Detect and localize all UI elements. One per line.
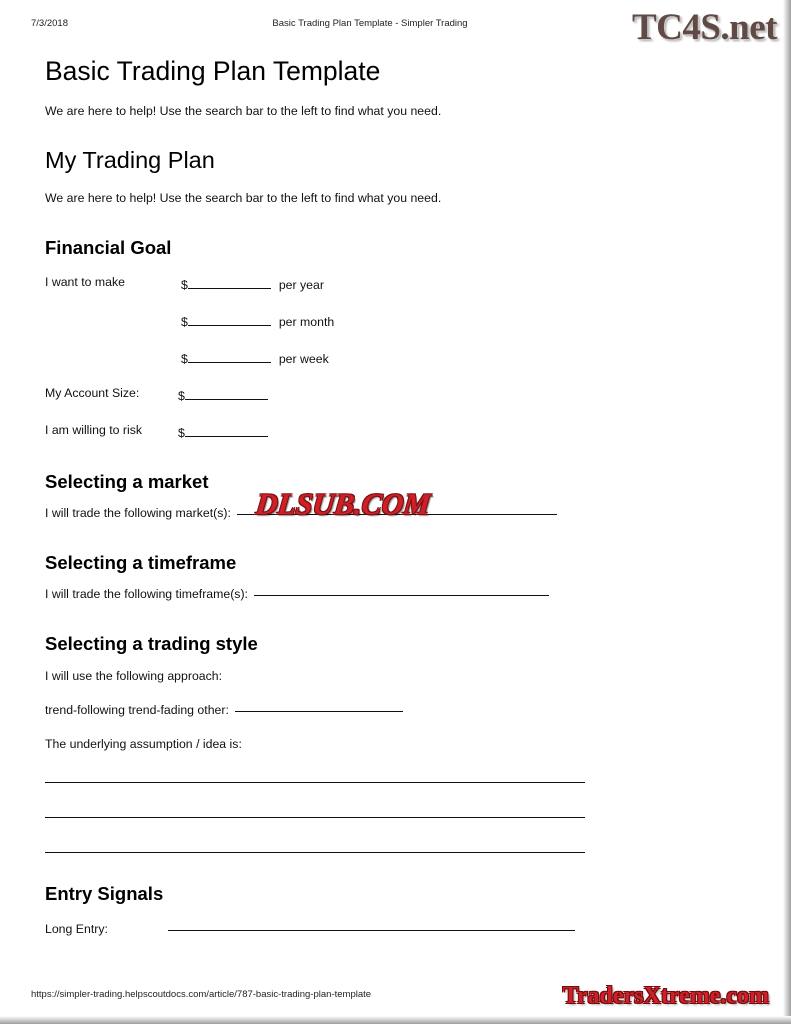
row-timeframe xyxy=(45,587,645,601)
label-per-week: per week xyxy=(278,352,329,366)
section-my-trading-plan: My Trading Plan xyxy=(45,147,215,173)
field-amount-per-year[interactable] xyxy=(181,275,324,292)
field-amount-per-week[interactable] xyxy=(181,349,329,366)
dlsub-watermark: DLSUB.COM xyxy=(254,488,432,521)
label-want-to-make: I want to make xyxy=(45,275,125,289)
print-date: 7/3/2018 xyxy=(31,18,68,29)
row-long-entry xyxy=(45,922,645,936)
label-per-year: per year xyxy=(278,278,324,292)
field-timeframe[interactable] xyxy=(254,595,549,596)
page-title: Basic Trading Plan Template xyxy=(45,56,381,86)
row-style-options xyxy=(45,703,645,717)
assumption-writeline-2[interactable] xyxy=(45,816,585,818)
intro-paragraph: We are here to help! Use the search bar to the left to find what you need. xyxy=(45,104,442,118)
dollar-sign-risk: $ xyxy=(178,426,185,440)
assumption-writeline-1[interactable] xyxy=(45,781,585,783)
label-per-month: per month xyxy=(278,315,335,329)
heading-entry-signals: Entry Signals xyxy=(45,883,164,904)
row-want-to-make-week xyxy=(45,349,645,365)
label-approach: I will use the following approach: xyxy=(45,669,223,683)
label-style-options: trend-following trend-fading other: xyxy=(45,703,229,717)
dollar-sign-month: $ xyxy=(181,315,188,329)
label-timeframe: I will trade the following timeframe(s): xyxy=(45,587,248,601)
footer-url: https://simpler-trading.helpscoutdocs.com/article/787-basic-trading-plan-template xyxy=(31,989,372,1000)
intro-paragraph-2: We are here to help! Use the search bar to the left to find what you need. xyxy=(45,191,442,205)
assumption-writeline-3[interactable] xyxy=(45,851,585,853)
tradersxtreme-watermark: TradersXtreme.com xyxy=(562,983,769,1009)
field-style-other[interactable] xyxy=(235,711,403,712)
row-want-to-make-month xyxy=(45,312,645,328)
dollar-sign-year: $ xyxy=(181,278,188,292)
heading-selecting-timeframe: Selecting a timeframe xyxy=(45,552,237,573)
page-edge-right xyxy=(783,0,791,1024)
field-risk-amount[interactable] xyxy=(178,423,268,440)
row-want-to-make-year xyxy=(45,275,645,291)
label-willing-to-risk: I am willing to risk xyxy=(45,423,143,437)
dollar-sign-account: $ xyxy=(178,389,185,403)
page-edge-bottom xyxy=(0,1016,791,1024)
heading-financial-goal: Financial Goal xyxy=(45,237,172,258)
heading-selecting-market: Selecting a market xyxy=(45,471,209,492)
tc4s-watermark: TC4S.net xyxy=(631,7,777,48)
label-long-entry: Long Entry: xyxy=(45,922,108,936)
field-account-size[interactable] xyxy=(178,386,268,403)
label-assumption: The underlying assumption / idea is: xyxy=(45,737,242,751)
row-willing-to-risk xyxy=(45,423,645,439)
label-account-size: My Account Size: xyxy=(45,386,140,400)
row-assumption xyxy=(45,737,645,751)
heading-selecting-trading-style: Selecting a trading style xyxy=(45,633,258,654)
row-account-size xyxy=(45,386,645,402)
field-amount-per-month[interactable] xyxy=(181,312,334,329)
field-long-entry[interactable] xyxy=(168,930,575,931)
print-title: Basic Trading Plan Template - Simpler Trading xyxy=(272,18,468,29)
row-approach xyxy=(45,669,645,683)
label-market: I will trade the following market(s): xyxy=(45,506,231,520)
dollar-sign-week: $ xyxy=(181,352,188,366)
